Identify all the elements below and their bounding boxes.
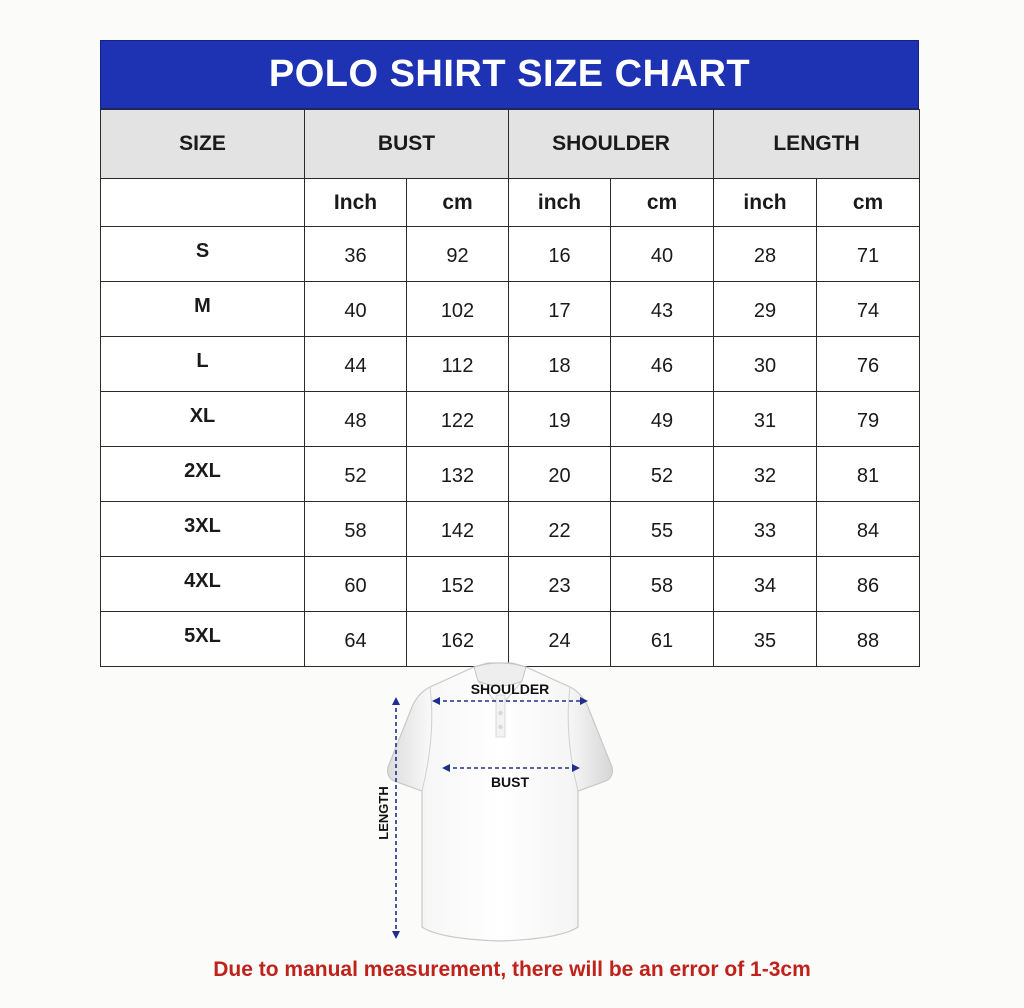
value-cell: 40 [611,227,714,282]
value-cell: 35 [714,612,817,667]
value-cell: 58 [305,502,407,557]
value-cell: 28 [714,227,817,282]
value-cell: 33 [714,502,817,557]
value-cell: 152 [407,557,509,612]
value-cell: 20 [509,447,611,502]
table-row [101,337,920,392]
header-shoulder: SHOULDER [509,110,714,179]
value-cell: 46 [611,337,714,392]
value-cell: 31 [714,392,817,447]
size-table [100,109,920,667]
value-cell: 32 [714,447,817,502]
value-cell: 30 [714,337,817,392]
size-cell: 3XL [101,502,305,557]
value-cell: 81 [817,447,920,502]
group-header-row [101,110,920,179]
value-cell: 61 [611,612,714,667]
value-cell: 122 [407,392,509,447]
value-cell: 17 [509,282,611,337]
header-bust: BUST [305,110,509,179]
value-cell: 71 [817,227,920,282]
value-cell: 19 [509,392,611,447]
value-cell: 29 [714,282,817,337]
chart-title: POLO SHIRT SIZE CHART [268,53,751,95]
size-cell: 5XL [101,612,305,667]
size-cell: XL [101,392,305,447]
table-row [101,447,920,502]
header-length: LENGTH [714,110,920,179]
size-cell: S [101,227,305,282]
polo-shirt-illustration [370,655,630,955]
value-cell: 49 [611,392,714,447]
value-cell: 142 [407,502,509,557]
header-size: SIZE [101,110,305,179]
value-cell: 18 [509,337,611,392]
length-label: LENGTH [376,786,391,840]
value-cell: 88 [817,612,920,667]
size-chart [100,40,919,667]
unit-header: inch [509,179,611,227]
unit-header: inch [714,179,817,227]
table-row [101,557,920,612]
value-cell: 102 [407,282,509,337]
value-cell: 23 [509,557,611,612]
value-cell: 86 [817,557,920,612]
unit-header: cm [817,179,920,227]
value-cell: 64 [305,612,407,667]
value-cell: 48 [305,392,407,447]
size-cell: 4XL [101,557,305,612]
value-cell: 52 [611,447,714,502]
unit-header-row [101,179,920,227]
value-cell: 52 [305,447,407,502]
value-cell: 55 [611,502,714,557]
shoulder-label: SHOULDER [470,681,550,697]
table-row [101,392,920,447]
value-cell: 92 [407,227,509,282]
value-cell: 34 [714,557,817,612]
size-cell: M [101,282,305,337]
size-cell: 2XL [101,447,305,502]
table-row [101,282,920,337]
value-cell: 58 [611,557,714,612]
bust-label: BUST [490,774,530,790]
value-cell: 22 [509,502,611,557]
value-cell: 24 [509,612,611,667]
value-cell: 36 [305,227,407,282]
unit-header: Inch [305,179,407,227]
value-cell: 112 [407,337,509,392]
size-cell: L [101,337,305,392]
value-cell: 74 [817,282,920,337]
table-row [101,227,920,282]
value-cell: 40 [305,282,407,337]
value-cell: 16 [509,227,611,282]
value-cell: 76 [817,337,920,392]
value-cell: 43 [611,282,714,337]
value-cell: 44 [305,337,407,392]
value-cell: 162 [407,612,509,667]
value-cell: 79 [817,392,920,447]
unit-header: cm [611,179,714,227]
value-cell: 132 [407,447,509,502]
polo-measurement-diagram [370,655,630,955]
title-bar [100,40,919,109]
unit-blank [101,179,305,227]
unit-header: cm [407,179,509,227]
value-cell: 84 [817,502,920,557]
value-cell: 60 [305,557,407,612]
measurement-error-note: Due to manual measurement, there will be an error of 1-3cm [213,958,811,981]
table-row [101,502,920,557]
